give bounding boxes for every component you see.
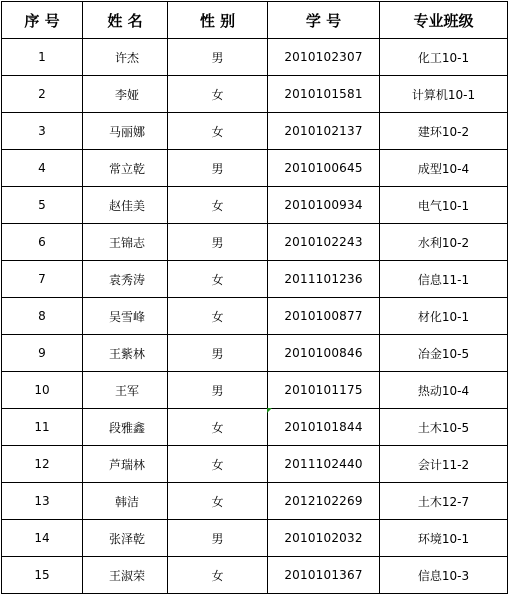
student-name: 许杰 [114, 50, 139, 65]
table-row [2, 39, 508, 76]
student-name: 袁秀涛 [108, 272, 145, 287]
cell-name[interactable] [83, 298, 168, 335]
header-gender: 性 别 [168, 2, 268, 39]
cell-name[interactable] [83, 113, 168, 150]
student-name: 韩洁 [114, 494, 139, 509]
student-id-text: 2010101175 [284, 383, 363, 397]
student-name: 赵佳美 [108, 198, 145, 213]
cell-gender[interactable]: 女 [168, 261, 268, 298]
cell-name[interactable] [83, 446, 168, 483]
cell-name[interactable] [83, 557, 168, 594]
student-id-text: 2011101236 [284, 272, 363, 286]
student-name: 段雅鑫 [108, 420, 145, 435]
student-id-text: 2010100645 [284, 161, 363, 175]
student-id-text: 2010102032 [284, 531, 363, 545]
student-id-text: 2010101581 [284, 87, 363, 101]
cell-student-id[interactable] [268, 76, 380, 113]
cell-gender[interactable]: 女 [168, 409, 268, 446]
cell-major-class[interactable]: 信息11-1 [380, 261, 508, 298]
cell-number[interactable]: 13 [2, 483, 83, 520]
cell-major-class[interactable]: 会计11-2 [380, 446, 508, 483]
table-row [2, 446, 508, 483]
student-name: 吴雪峰 [108, 309, 145, 324]
table-row [2, 224, 508, 261]
student-name: 王军 [114, 383, 139, 398]
cell-number[interactable]: 14 [2, 520, 83, 557]
table-header [2, 2, 508, 39]
cell-name[interactable] [83, 76, 168, 113]
table-row [2, 372, 508, 409]
cell-name[interactable] [83, 261, 168, 298]
cell-number[interactable]: 11 [2, 409, 83, 446]
cell-major-class[interactable]: 土木10-5 [380, 409, 508, 446]
student-name: 张泽乾 [108, 531, 145, 546]
cell-name[interactable] [83, 150, 168, 187]
cell-gender[interactable]: 男 [168, 39, 268, 76]
cell-student-id[interactable] [268, 520, 380, 557]
student-name: 常立乾 [108, 161, 145, 176]
cell-name[interactable] [83, 483, 168, 520]
student-id-text: 2010101367 [284, 568, 363, 582]
header-major-class: 专业班级 [380, 2, 508, 39]
table-row [2, 187, 508, 224]
student-roster-table [1, 1, 508, 594]
table-row [2, 261, 508, 298]
cell-gender[interactable]: 男 [168, 150, 268, 187]
table-row [2, 520, 508, 557]
cell-student-id[interactable] [268, 409, 380, 446]
cell-major-class[interactable]: 水利10-2 [380, 224, 508, 261]
cell-name[interactable] [83, 520, 168, 557]
cell-student-id[interactable] [268, 39, 380, 76]
cell-comment-marker [267, 408, 272, 413]
cell-number[interactable]: 15 [2, 557, 83, 594]
cell-student-id[interactable] [268, 298, 380, 335]
table-row [2, 557, 508, 594]
cell-major-class[interactable]: 土木12-7 [380, 483, 508, 520]
cell-gender[interactable]: 女 [168, 446, 268, 483]
student-id-text: 2010100934 [284, 198, 363, 212]
table-row [2, 298, 508, 335]
cell-gender[interactable]: 女 [168, 557, 268, 594]
cell-gender[interactable]: 女 [168, 76, 268, 113]
header-row [2, 2, 508, 39]
cell-gender[interactable]: 男 [168, 224, 268, 261]
cell-major-class[interactable]: 成型10-4 [380, 150, 508, 187]
cell-number[interactable]: 9 [2, 335, 83, 372]
cell-number[interactable]: 10 [2, 372, 83, 409]
student-name: 芦瑞林 [108, 457, 145, 472]
cell-student-id[interactable] [268, 113, 380, 150]
cell-gender[interactable]: 女 [168, 113, 268, 150]
header-name: 姓 名 [83, 2, 168, 39]
student-id-text: 2010102243 [284, 235, 363, 249]
cell-number[interactable]: 1 [2, 39, 83, 76]
cell-major-class[interactable]: 热动10-4 [380, 372, 508, 409]
student-name: 王紫林 [108, 346, 145, 361]
cell-student-id[interactable] [268, 372, 380, 409]
cell-student-id[interactable] [268, 335, 380, 372]
cell-major-class[interactable]: 材化10-1 [380, 298, 508, 335]
cell-major-class[interactable]: 电气10-1 [380, 187, 508, 224]
cell-student-id[interactable] [268, 224, 380, 261]
cell-number[interactable]: 12 [2, 446, 83, 483]
table-row [2, 483, 508, 520]
student-id-text: 2010102137 [284, 124, 363, 138]
cell-gender[interactable]: 男 [168, 372, 268, 409]
cell-name[interactable] [83, 224, 168, 261]
student-id-text: 2010100877 [284, 309, 363, 323]
cell-number[interactable]: 4 [2, 150, 83, 187]
cell-gender[interactable]: 女 [168, 187, 268, 224]
table-body [2, 39, 508, 594]
cell-number[interactable]: 2 [2, 76, 83, 113]
cell-gender[interactable]: 男 [168, 520, 268, 557]
cell-student-id[interactable] [268, 187, 380, 224]
cell-major-class[interactable]: 信息10-3 [380, 557, 508, 594]
table-row [2, 335, 508, 372]
table-row [2, 76, 508, 113]
cell-number[interactable]: 7 [2, 261, 83, 298]
student-id-text: 2010100846 [284, 346, 363, 360]
cell-name[interactable] [83, 39, 168, 76]
cell-number[interactable]: 8 [2, 298, 83, 335]
student-id-text: 2012102269 [284, 494, 363, 508]
cell-major-class[interactable]: 建环10-2 [380, 113, 508, 150]
student-id-text: 2010102307 [284, 50, 363, 64]
student-id-text: 2011102440 [284, 457, 363, 471]
cell-name[interactable] [83, 335, 168, 372]
cell-number[interactable]: 3 [2, 113, 83, 150]
student-name: 马丽娜 [108, 124, 145, 139]
header-number: 序 号 [2, 2, 83, 39]
cell-number[interactable]: 6 [2, 224, 83, 261]
student-id-text: 2010101844 [284, 420, 363, 434]
cell-gender[interactable]: 女 [168, 483, 268, 520]
cell-name[interactable] [83, 187, 168, 224]
table-row [2, 409, 508, 446]
cell-major-class[interactable]: 化工10-1 [380, 39, 508, 76]
cell-student-id[interactable] [268, 261, 380, 298]
cell-name[interactable] [83, 372, 168, 409]
cell-gender[interactable]: 男 [168, 335, 268, 372]
cell-major-class[interactable]: 计算机10-1 [380, 76, 508, 113]
cell-number[interactable]: 5 [2, 187, 83, 224]
table-row [2, 150, 508, 187]
student-name: 李娅 [114, 87, 139, 102]
cell-major-class[interactable]: 冶金10-5 [380, 335, 508, 372]
cell-student-id[interactable] [268, 557, 380, 594]
cell-student-id[interactable] [268, 446, 380, 483]
cell-student-id[interactable] [268, 150, 380, 187]
cell-name[interactable] [83, 409, 168, 446]
cell-major-class[interactable]: 环境10-1 [380, 520, 508, 557]
cell-gender[interactable]: 女 [168, 298, 268, 335]
table-row [2, 113, 508, 150]
header-student-id: 学 号 [268, 2, 380, 39]
student-name: 王淑荣 [108, 568, 145, 583]
cell-student-id[interactable] [268, 483, 380, 520]
student-name: 王锦志 [108, 235, 145, 250]
